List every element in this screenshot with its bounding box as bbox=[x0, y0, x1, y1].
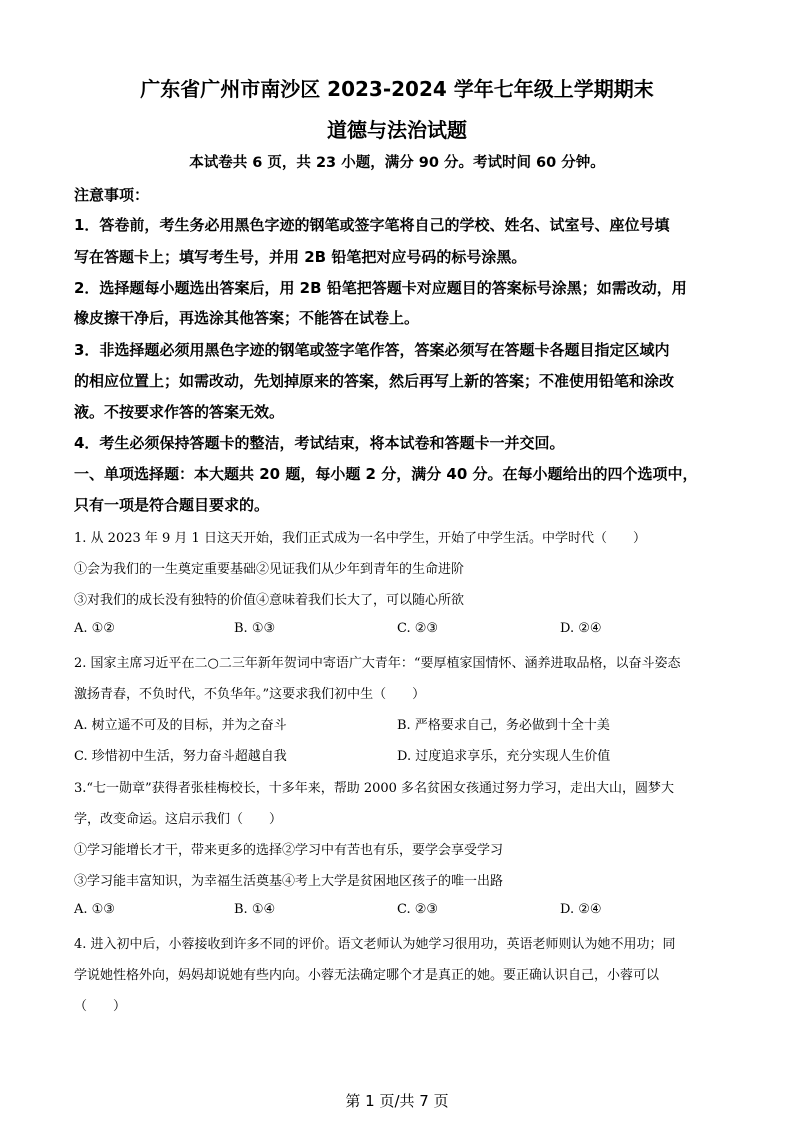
section-heading: 一、单项选择题：本大题共 20 题，每小题 2 分，满分 40 分。在每小题给出的四个选项中， bbox=[74, 465, 698, 483]
question-2-stem: 2. 国家主席习近平在二○二三年新年贺词中寄语广大青年：“要厚植家国情怀、涵养进取品格，以奋斗姿态 bbox=[74, 656, 681, 671]
notes-line: 2．选择题每小题选出答案后，用 2B 铅笔把答题卡对应题目的答案标号涂黑；如需改动，用 bbox=[74, 279, 687, 297]
exam-title-line2: 道德与法治试题 bbox=[327, 118, 467, 142]
question-1-option-c[interactable]: C. ②③ bbox=[397, 621, 439, 636]
question-3-option-b[interactable]: B. ①④ bbox=[234, 902, 276, 917]
question-3-option-c[interactable]: C. ②③ bbox=[397, 902, 439, 917]
exam-subtitle: 本试卷共 6 页，共 23 小题，满分 90 分。考试时间 60 分钟。 bbox=[189, 155, 605, 171]
question-3-statement: ①学习能增长才干，带来更多的选择②学习中有苦也有乐，要学会享受学习 bbox=[74, 843, 504, 858]
question-3-statement: ③学习能丰富知识，为幸福生活奠基④考上大学是贫困地区孩子的唯一出路 bbox=[74, 874, 504, 889]
question-3-stem: 3.“七一勋章”获得者张桂梅校长，十多年来，帮助 2000 多名贫困女孩通过努力学习，走出大山，圆梦大 bbox=[74, 781, 675, 796]
question-2-option-b[interactable]: B. 严格要求自己，务必做到十全十美 bbox=[397, 718, 610, 733]
question-2-option-c[interactable]: C. 珍惜初中生活，努力奋斗超越自我 bbox=[74, 749, 287, 764]
question-1-stem: 1. 从 2023 年 9 月 1 日这天开始，我们正式成为一名中学生，开始了中学生活。中学时代（ ） bbox=[74, 531, 646, 546]
notes-line: 写在答题卡上；填写考生号，并用 2B 铅笔把对应号码的标号涂黑。 bbox=[74, 248, 527, 266]
notes-heading: 注意事项： bbox=[74, 186, 150, 204]
question-3-stem-cont: 学，改变命运。这启示我们（ ） bbox=[74, 812, 283, 827]
question-1-statement: ①会为我们的一生奠定重要基础②见证我们从少年到青年的生命进阶 bbox=[74, 562, 465, 577]
question-4-blank: （ ） bbox=[74, 999, 127, 1014]
question-1-option-d[interactable]: D. ②④ bbox=[560, 621, 602, 636]
notes-line: 液。不按要求作答的答案无效。 bbox=[74, 403, 285, 421]
question-3-option-d[interactable]: D. ②④ bbox=[560, 902, 602, 917]
question-2-option-a[interactable]: A. 树立遥不可及的目标，并为之奋斗 bbox=[74, 718, 287, 733]
question-2-option-d[interactable]: D. 过度追求享乐，充分实现人生价值 bbox=[397, 749, 611, 764]
notes-line: 的相应位置上；如需改动，先划掉原来的答案，然后再写上新的答案；不准使用铅笔和涂改 bbox=[74, 372, 675, 390]
question-2-stem-cont: 激扬青春，不负时代，不负华年。”这要求我们初中生（ ） bbox=[74, 687, 426, 702]
question-1-option-b[interactable]: B. ①③ bbox=[234, 621, 276, 636]
exam-title-line1: 广东省广州市南沙区 2023-2024 学年七年级上学期期末 bbox=[140, 77, 654, 101]
section-heading-cont: 只有一项是符合题目要求的。 bbox=[74, 496, 270, 514]
notes-line: 4．考生必须保持答题卡的整洁，考试结束，将本试卷和答题卡一并交回。 bbox=[74, 434, 565, 452]
question-1-statement: ③对我们的成长没有独特的价值④意味着我们长大了，可以随心所欲 bbox=[74, 593, 465, 608]
question-4-stem-cont: 学说她性格外向，妈妈却说她有些内向。小蓉无法确定哪个才是真正的她。要正确认识自己，小蓉可以 bbox=[74, 968, 660, 983]
notes-line: 橡皮擦干净后，再选涂其他答案；不能答在试卷上。 bbox=[74, 309, 420, 327]
notes-line: 1．答卷前，考生务必用黑色字迹的钢笔或签字笔将自己的学校、姓名、试室号、座位号填 bbox=[74, 216, 670, 234]
notes-line: 3．非选择题必须用黑色字迹的钢笔或签字笔作答，答案必须写在答题卡各题目指定区域内 bbox=[74, 341, 670, 359]
question-1-option-a[interactable]: A. ①② bbox=[74, 621, 115, 636]
question-4-stem: 4. 进入初中后，小蓉接收到许多不同的评价。语文老师认为她学习很用功，英语老师则认为她不用功；同 bbox=[74, 937, 676, 952]
page-footer: 第 1 页/共 7 页 bbox=[345, 1092, 449, 1110]
question-3-option-a[interactable]: A. ①③ bbox=[74, 902, 115, 917]
